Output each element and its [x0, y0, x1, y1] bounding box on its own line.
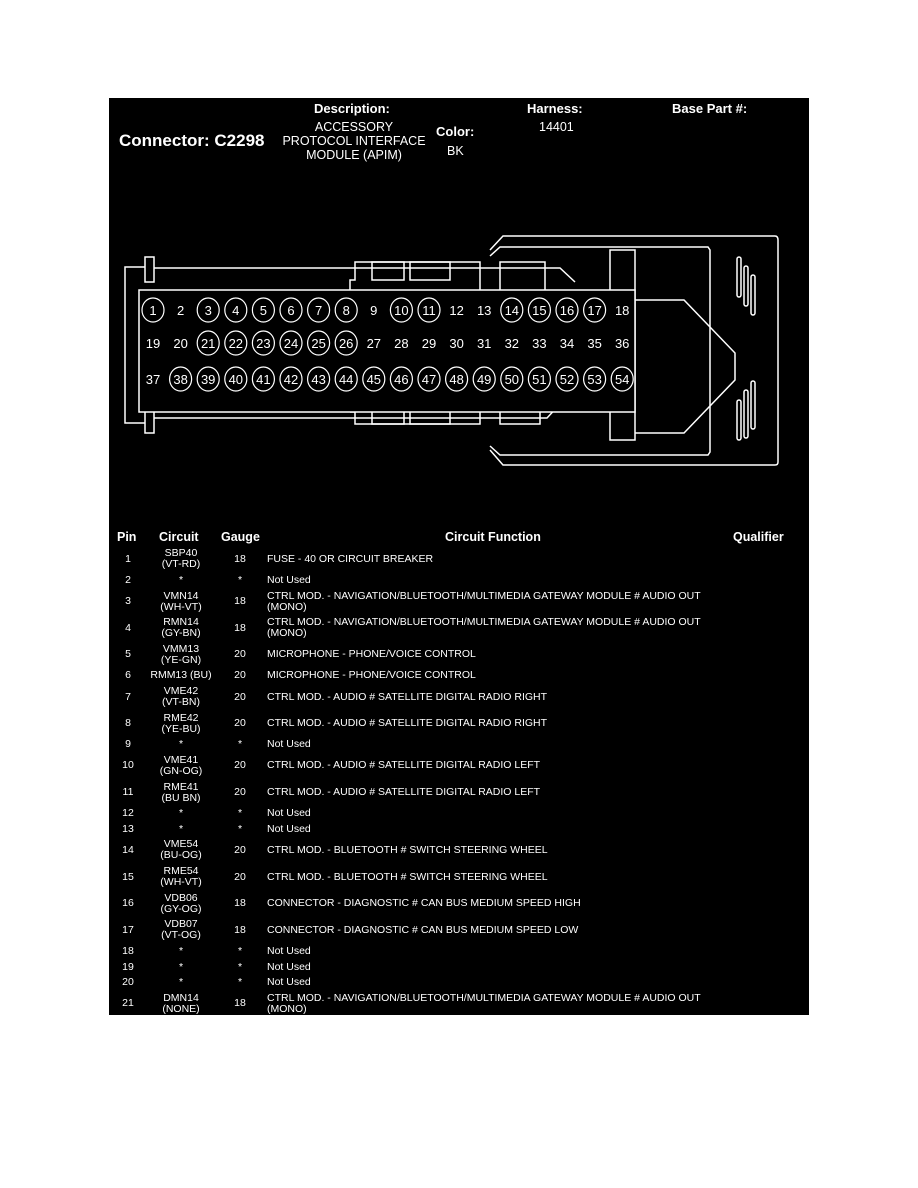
pin-number: 54 — [614, 372, 630, 387]
pin-number: 41 — [256, 372, 271, 387]
cell-pin: 21 — [122, 997, 134, 1010]
cell-function: CTRL MOD. - BLUETOOTH # SWITCH STEERING WHEEL — [267, 843, 548, 856]
pin-number: 34 — [559, 336, 575, 351]
pin-number: 46 — [394, 372, 409, 387]
cell-gauge: 20 — [234, 759, 246, 772]
pin-number: 16 — [559, 303, 575, 318]
cell-circuit: RME42 (YE-BU) — [161, 711, 201, 735]
cell-gauge: 18 — [234, 997, 246, 1010]
pin-number: 2 — [176, 303, 185, 318]
pin-number: 28 — [394, 336, 409, 351]
cell-function: Not Used — [267, 822, 311, 835]
cell-function: Not Used — [267, 573, 311, 586]
cell-gauge: 20 — [234, 870, 246, 883]
cell-circuit: DMN14 (NONE) — [162, 991, 200, 1015]
cell-circuit: VME42 (VT-BN) — [162, 685, 200, 709]
pin-number: 4 — [232, 303, 240, 318]
harness-value: 14401 — [539, 120, 574, 134]
cell-circuit: VMN14 (WH-VT) — [160, 589, 202, 613]
cell-circuit: * — [178, 822, 184, 835]
base-part-label: Base Part #: — [672, 101, 748, 116]
cell-pin: 4 — [125, 621, 131, 634]
pin-2 — [177, 303, 184, 318]
cell-circuit: SBP40 (VT-RD) — [161, 547, 201, 571]
cell-gauge: 20 — [234, 690, 246, 703]
col-header-gauge: Gauge — [221, 530, 260, 544]
cell-function: Not Used — [267, 944, 311, 957]
table-row — [109, 991, 809, 1018]
pin-number: 43 — [311, 372, 326, 387]
cell-pin: 14 — [122, 843, 134, 856]
table-row — [109, 944, 809, 960]
cell-circuit: RMM13 (BU) — [150, 669, 212, 682]
cell-circuit: * — [178, 738, 184, 751]
cell-gauge: 20 — [234, 717, 246, 730]
pin-number: 9 — [370, 303, 378, 318]
cell-function: CTRL MOD. - AUDIO # SATELLITE DIGITAL RADIO LEFT — [267, 786, 541, 799]
table-row — [109, 890, 809, 917]
cell-function: CTRL MOD. - AUDIO # SATELLITE DIGITAL RADIO RIGHT — [267, 717, 548, 730]
cell-gauge: * — [237, 976, 243, 989]
cell-function: CONNECTOR - DIAGNOSTIC # CAN BUS MEDIUM SPEED LOW — [267, 923, 579, 936]
table-row — [109, 668, 809, 684]
pin-number: 25 — [311, 336, 326, 351]
pinout-table — [109, 546, 809, 1017]
cell-circuit: RME54 (WH-VT) — [160, 865, 202, 889]
harness-label: Harness: — [527, 101, 583, 116]
cell-gauge: 18 — [234, 923, 246, 936]
cell-circuit: * — [178, 976, 184, 989]
cell-circuit: * — [178, 960, 184, 973]
pin-number: 24 — [283, 336, 299, 351]
pin-number: 15 — [532, 303, 547, 318]
pin-29 — [422, 336, 436, 351]
pin-number: 13 — [476, 303, 492, 318]
cell-pin: 12 — [122, 807, 134, 820]
cell-gauge: 20 — [234, 843, 246, 856]
cell-gauge: * — [237, 573, 243, 586]
table-row — [109, 684, 809, 711]
cell-pin: 6 — [125, 669, 131, 682]
pin-30 — [449, 336, 463, 351]
cell-pin: 7 — [125, 690, 131, 703]
cell-pin: 17 — [122, 923, 134, 936]
cell-function: Not Used — [267, 976, 311, 989]
table-row — [109, 573, 809, 589]
pin-number: 22 — [228, 336, 244, 351]
pin-36 — [615, 336, 629, 351]
pin-number: 37 — [145, 372, 161, 387]
col-header-circuit: Circuit — [159, 530, 199, 544]
pin-35 — [587, 336, 601, 351]
pin-number: 30 — [449, 336, 464, 351]
cell-pin: 20 — [122, 976, 134, 989]
table-row — [109, 710, 809, 737]
pin-number: 26 — [338, 336, 354, 351]
cell-pin: 9 — [125, 738, 131, 751]
pin-number: 52 — [559, 372, 575, 387]
cell-gauge: * — [237, 944, 243, 957]
cell-function: MICROPHONE - PHONE/VOICE CONTROL — [267, 648, 476, 661]
pin-33 — [532, 336, 546, 351]
cell-function: CTRL MOD. - NAVIGATION/BLUETOOTH/MULTIMEDIA GATEWAY MODULE # AUDIO OUT (MONO) — [267, 616, 701, 640]
cell-function: Not Used — [267, 807, 311, 820]
description-label: Description: — [314, 101, 390, 116]
pin-number: 33 — [532, 336, 547, 351]
table-row — [109, 959, 809, 975]
pin-34 — [560, 336, 574, 351]
pin-number: 40 — [228, 372, 244, 387]
table-row — [109, 641, 809, 668]
cell-pin: 10 — [122, 759, 134, 772]
cell-function: CONNECTOR - DIAGNOSTIC # CAN BUS MEDIUM SPEED HIGH — [267, 897, 581, 910]
connector-title: Connector: C2298 — [119, 131, 265, 150]
table-row — [109, 917, 809, 944]
cell-function: CTRL MOD. - AUDIO # SATELLITE DIGITAL RADIO RIGHT — [267, 690, 548, 703]
pin-number: 31 — [476, 336, 492, 351]
cell-function: Not Used — [267, 960, 311, 973]
cell-function: FUSE - 40 OR CIRCUIT BREAKER — [267, 552, 434, 565]
connector-sheet — [109, 98, 809, 1015]
color-value: BK — [447, 144, 464, 158]
table-row — [109, 975, 809, 991]
pin-27 — [367, 336, 381, 351]
pin-number: 20 — [173, 336, 188, 351]
cell-gauge: * — [237, 807, 243, 820]
cell-gauge: 18 — [234, 595, 246, 608]
cell-gauge: 18 — [234, 897, 246, 910]
pin-32 — [505, 336, 519, 351]
cell-pin: 19 — [122, 960, 134, 973]
cell-circuit: VME41 (GN-OG) — [159, 753, 203, 777]
pin-number: 50 — [504, 372, 520, 387]
table-row — [109, 822, 809, 838]
cell-gauge: * — [237, 960, 243, 973]
pin-number: 5 — [259, 303, 268, 318]
cell-function: CTRL MOD. - NAVIGATION/BLUETOOTH/MULTIMEDIA GATEWAY MODULE # AUDIO OUT (MONO) — [267, 991, 701, 1015]
cell-function: CTRL MOD. - NAVIGATION/BLUETOOTH/MULTIMEDIA GATEWAY MODULE # AUDIO OUT (MONO) — [267, 589, 701, 613]
table-row — [109, 779, 809, 806]
cell-pin: 1 — [125, 552, 131, 565]
pin-number: 36 — [614, 336, 630, 351]
pin-number: 10 — [394, 303, 409, 318]
table-row — [109, 806, 809, 822]
table-row — [109, 615, 809, 642]
table-row — [109, 546, 809, 573]
pin-number: 14 — [504, 303, 520, 318]
pin-number: 29 — [421, 336, 437, 351]
pin-number: 27 — [366, 336, 382, 351]
pin-number: 8 — [342, 303, 350, 318]
cell-circuit: VMM13 (YE-GN) — [160, 642, 202, 666]
cell-gauge: 18 — [234, 621, 246, 634]
cell-function: MICROPHONE - PHONE/VOICE CONTROL — [267, 669, 476, 682]
pin-number: 12 — [449, 303, 464, 318]
cell-pin: 16 — [122, 897, 134, 910]
cell-pin: 8 — [125, 717, 131, 730]
pin-number: 23 — [256, 336, 271, 351]
cell-circuit: * — [178, 807, 184, 820]
cell-circuit: VDB06 (GY-OG) — [160, 891, 202, 915]
pin-12 — [449, 303, 463, 318]
cell-gauge: 20 — [234, 648, 246, 661]
pin-number: 38 — [173, 372, 188, 387]
pin-number: 6 — [287, 303, 295, 318]
cell-gauge: * — [237, 738, 243, 751]
pin-number: 39 — [200, 372, 216, 387]
col-header-qualifier: Qualifier — [733, 530, 784, 544]
cell-circuit: RME41 (BU BN) — [161, 780, 201, 804]
pin-13 — [477, 303, 491, 318]
pin-number: 18 — [614, 303, 630, 318]
pin-number: 47 — [421, 372, 437, 387]
table-row — [109, 737, 809, 753]
cell-circuit: VDB07 (VT-OG) — [161, 918, 201, 942]
cell-circuit: RMN14 (GY-BN) — [161, 616, 201, 640]
pin-number: 45 — [366, 372, 382, 387]
cell-pin: 15 — [122, 870, 134, 883]
cell-pin: 2 — [125, 573, 131, 586]
pin-number: 32 — [504, 336, 520, 351]
cell-gauge: * — [237, 822, 243, 835]
pin-number: 42 — [283, 372, 299, 387]
table-row — [109, 753, 809, 780]
cell-gauge: 20 — [234, 786, 246, 799]
description-value: ACCESSORY PROTOCOL INTERFACE MODULE (APIM) — [282, 120, 426, 162]
pin-number: 35 — [587, 336, 602, 351]
pin-number: 49 — [476, 372, 492, 387]
table-row — [109, 837, 809, 864]
pin-31 — [477, 336, 491, 351]
pin-number: 1 — [149, 303, 157, 318]
table-row — [109, 588, 809, 615]
cell-gauge: 20 — [234, 669, 246, 682]
col-header-function: Circuit Function — [445, 530, 541, 544]
color-label: Color: — [436, 124, 475, 139]
pin-20 — [173, 336, 187, 351]
pin-9 — [370, 303, 377, 318]
cell-circuit: VME54 (BU-OG) — [160, 838, 202, 862]
pin-19 — [146, 336, 160, 351]
cell-pin: 3 — [125, 595, 131, 608]
pin-number: 19 — [145, 336, 161, 351]
pin-37 — [146, 372, 160, 387]
cell-function: Not Used — [267, 738, 311, 751]
pin-number: 48 — [449, 372, 464, 387]
pin-number: 53 — [587, 372, 602, 387]
cell-pin: 13 — [122, 822, 134, 835]
pin-number: 44 — [338, 372, 354, 387]
pin-18 — [615, 303, 629, 318]
cell-circuit: * — [178, 573, 184, 586]
pin-number: 51 — [532, 372, 547, 387]
cell-function: CTRL MOD. - BLUETOOTH # SWITCH STEERING WHEEL — [267, 870, 548, 883]
pin-number: 17 — [587, 303, 602, 318]
cell-gauge: 18 — [234, 552, 246, 565]
cell-pin: 5 — [125, 648, 131, 661]
pin-number: 3 — [204, 303, 212, 318]
pin-28 — [394, 336, 408, 351]
connector-face-diagram — [109, 98, 809, 518]
table-row — [109, 864, 809, 891]
pin-number: 21 — [200, 336, 216, 351]
cell-circuit: * — [178, 944, 184, 957]
cell-function: CTRL MOD. - AUDIO # SATELLITE DIGITAL RADIO LEFT — [267, 759, 541, 772]
pin-number: 7 — [314, 303, 323, 318]
cell-pin: 18 — [122, 944, 134, 957]
cell-pin: 11 — [122, 786, 134, 799]
col-header-pin: Pin — [117, 530, 137, 544]
pin-number: 11 — [422, 303, 436, 318]
